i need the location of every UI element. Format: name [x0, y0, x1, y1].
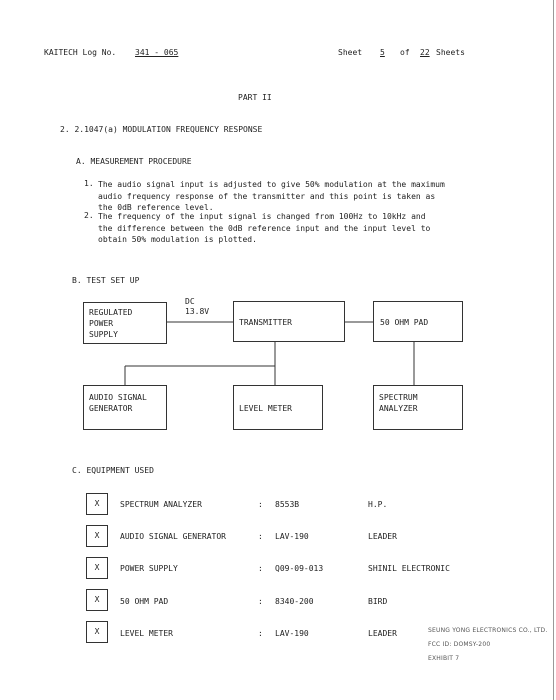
- stamp-company-name: SEUNG YONG ELECTRONICS CO., LTD.: [428, 627, 548, 634]
- section-title: 2. 2.1047(a) MODULATION FREQUENCY RESPONSE: [60, 125, 263, 134]
- company-stamp: [428, 620, 547, 669]
- procedure-number-2: 2.: [84, 211, 94, 220]
- setup-heading: B. TEST SET UP: [72, 276, 140, 285]
- audio-generator-label: AUDIO SIGNAL GENERATOR: [89, 393, 147, 413]
- equipment-separator: :: [258, 629, 263, 638]
- equipment-maker: LEADER: [368, 532, 397, 541]
- regulated-power-supply-block: [83, 302, 167, 344]
- equipment-maker: SHINIL ELECTRONIC: [368, 564, 450, 573]
- equipment-maker: BIRD: [368, 597, 388, 606]
- equipment-checkbox: X: [86, 493, 108, 515]
- sheet-total: 22: [420, 48, 430, 57]
- sheet-number: 5: [380, 48, 385, 57]
- of-label: of: [400, 48, 410, 57]
- equipment-checkbox: X: [86, 557, 108, 579]
- procedure-text-2: The frequency of the input signal is changed from 100Hz to 10kHz and the difference between the 0dB reference input and the input level to obtain 50% modulation is plotted.: [98, 212, 431, 244]
- equipment-model: 8340-200: [275, 597, 314, 606]
- dc-voltage-label: DC 13.8V: [185, 297, 210, 316]
- equipment-model: Q09-09-013: [275, 564, 324, 573]
- equipment-name: 50 OHM PAD: [120, 597, 169, 606]
- equipment-name: LEVEL METER: [120, 629, 173, 638]
- log-number: 341 - 065: [135, 48, 179, 57]
- ohm-pad-label: 50 OHM PAD: [380, 318, 429, 327]
- equipment-model: 8553B: [275, 500, 300, 509]
- measurement-heading: A. MEASUREMENT PROCEDURE: [76, 157, 192, 166]
- level-meter-label: LEVEL METER: [239, 404, 292, 413]
- equipment-checkbox: X: [86, 621, 108, 643]
- equipment-name: AUDIO SIGNAL GENERATOR: [120, 532, 226, 541]
- level-meter-block: [233, 385, 323, 430]
- scan-edge-line: [553, 0, 554, 700]
- stamp-fcc-id: FCC ID: DOMSY-200: [428, 641, 491, 648]
- sheets-label: Sheets: [436, 48, 465, 57]
- equipment-separator: :: [258, 500, 263, 509]
- equipment-name: SPECTRUM ANALYZER: [120, 500, 202, 509]
- sheet-label: Sheet: [338, 48, 363, 57]
- transmitter-block: [233, 301, 345, 342]
- stamp-exhibit: EXHIBIT 7: [428, 655, 460, 662]
- power-supply-label: REGULATED POWER SUPPLY: [89, 308, 133, 339]
- equipment-checkbox: X: [86, 589, 108, 611]
- transmitter-label: TRANSMITTER: [239, 318, 292, 327]
- equipment-name: POWER SUPPLY: [120, 564, 178, 573]
- equipment-separator: :: [258, 564, 263, 573]
- equipment-model: LAV-190: [275, 532, 309, 541]
- equipment-maker: H.P.: [368, 500, 388, 509]
- spectrum-analyzer-label: SPECTRUM ANALYZER: [379, 393, 418, 413]
- log-label: KAITECH Log No.: [44, 48, 117, 57]
- part-title: PART II: [238, 93, 272, 102]
- equipment-heading: C. EQUIPMENT USED: [72, 466, 154, 475]
- equipment-maker: LEADER: [368, 629, 397, 638]
- audio-signal-generator-block: [83, 385, 167, 430]
- spectrum-analyzer-block: [373, 385, 463, 430]
- equipment-model: LAV-190: [275, 629, 309, 638]
- equipment-separator: :: [258, 597, 263, 606]
- equipment-separator: :: [258, 532, 263, 541]
- equipment-checkbox: X: [86, 525, 108, 547]
- procedure-text-1: The audio signal input is adjusted to give 50% modulation at the maximum audio frequency response of the transmitter and this point is taken as the 0dB reference level.: [98, 180, 445, 212]
- procedure-number-1: 1.: [84, 179, 94, 188]
- ohm-pad-block: [373, 301, 463, 342]
